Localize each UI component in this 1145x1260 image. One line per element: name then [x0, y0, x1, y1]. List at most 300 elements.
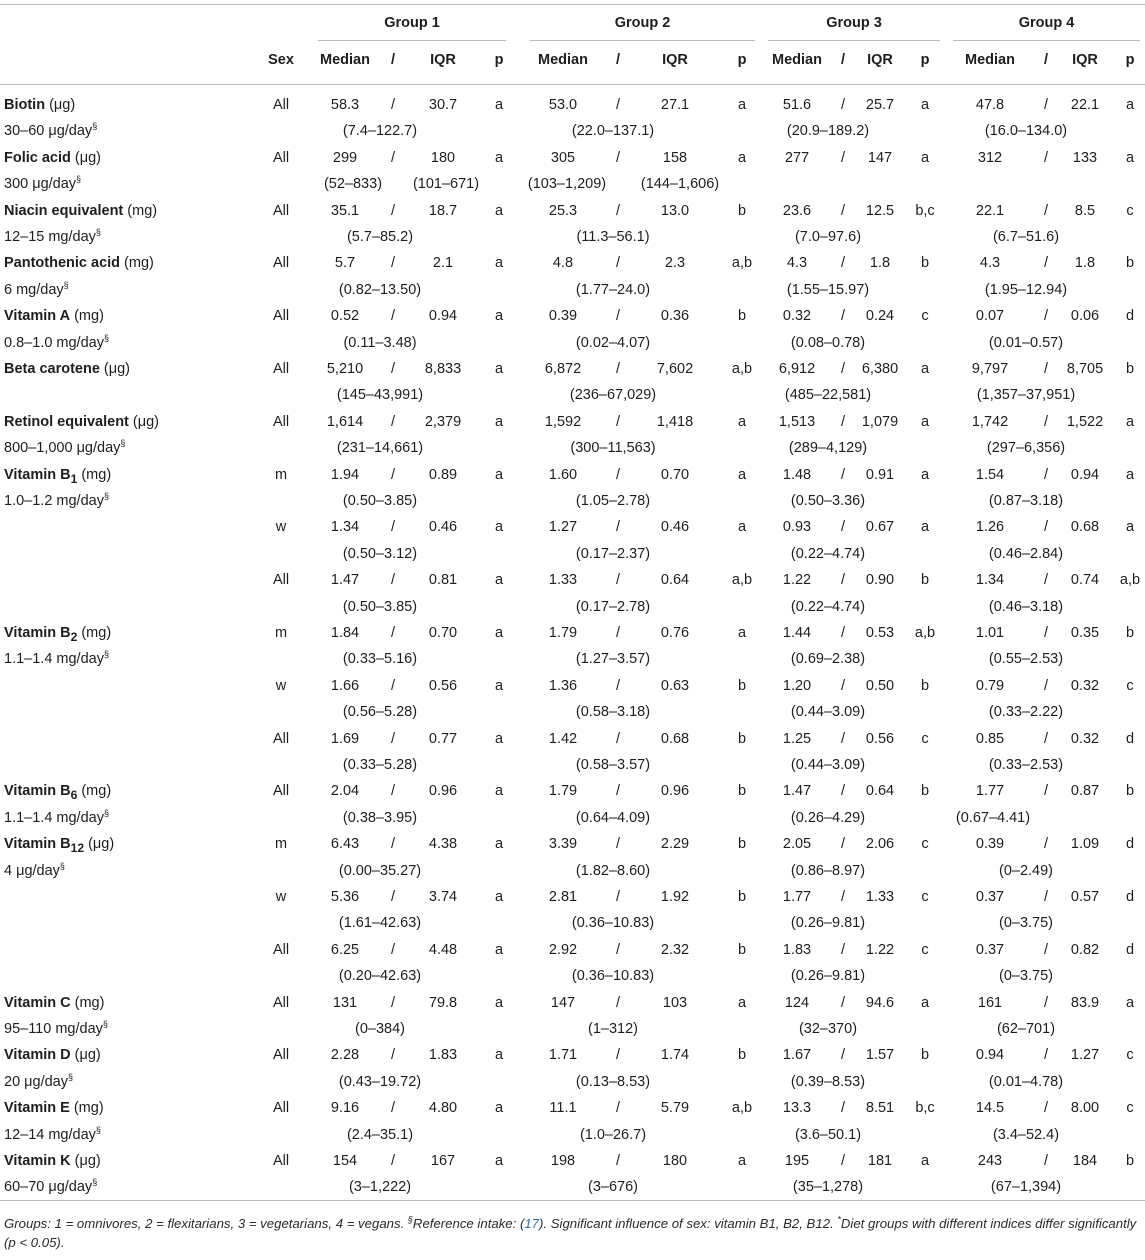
slash-separator: /: [390, 1047, 396, 1064]
slash-separator: /: [390, 519, 396, 536]
median-value: 195: [784, 1153, 810, 1169]
slash-separator: /: [840, 413, 846, 430]
nutrient-label: Niacin equivalent: [4, 202, 124, 219]
median-value: 35.1: [330, 202, 360, 219]
range-value: (3–1,222): [348, 1179, 412, 1196]
median-value: 2.28: [330, 1047, 360, 1064]
iqr-value: 1.22: [865, 941, 895, 958]
range-value: (3–676): [588, 1179, 638, 1196]
group-header: Group 3: [826, 15, 882, 31]
iqr-value: 103: [662, 994, 688, 1011]
median-value: 1.83: [782, 941, 812, 958]
significance-letter: a: [737, 413, 747, 430]
median-value: 305: [550, 149, 576, 166]
slash-separator: /: [840, 994, 846, 1011]
range-value: (0.56–5.28): [342, 704, 418, 721]
iqr-value: 0.94: [1070, 466, 1100, 483]
significance-letter: a: [737, 97, 747, 113]
nutrient-name: [4, 782, 112, 803]
nutrient-label: Vitamin B: [4, 625, 71, 641]
significance-letter: a: [494, 308, 504, 325]
iqr-value: 0.46: [660, 519, 690, 536]
group-header-rule: [318, 40, 506, 41]
iqr-value: 25.7: [865, 97, 895, 113]
median-value: 147: [550, 994, 576, 1011]
median-value: 2.04: [330, 783, 360, 800]
reference-intake-value: 4 μg/day: [4, 862, 60, 879]
median-value: 2.81: [548, 889, 578, 905]
iqr-value: 0.74: [1070, 572, 1100, 589]
median-value: 1.69: [330, 730, 360, 747]
footnote-significance-text: Diet groups with different indices differ significantly (p < 0.05).: [4, 1216, 1137, 1250]
reference-mark: §: [95, 1124, 101, 1135]
significance-letter: b: [737, 783, 747, 800]
reference-intake-value: 1.0–1.2 mg/day: [4, 493, 104, 509]
range-value: (0.33–2.53): [988, 757, 1064, 773]
slash-separator: /: [840, 1100, 846, 1117]
iqr-value: 181: [867, 1153, 893, 1169]
iqr-value: 0.96: [660, 783, 690, 800]
reference-intake: [4, 1073, 73, 1091]
reference-mark: §: [103, 332, 109, 343]
nutrient-name: [4, 1099, 104, 1117]
significance-letter: b: [737, 1047, 747, 1064]
iqr-value: 0.91: [865, 466, 895, 483]
median-value: 14.5: [975, 1100, 1005, 1117]
nutrient-unit: (mg): [77, 466, 112, 483]
slash-separator: /: [390, 361, 396, 377]
median-header: Median: [320, 52, 370, 68]
reference-mark: §: [120, 438, 126, 449]
significance-letter: a: [920, 466, 930, 483]
median-value: 4.3: [786, 255, 808, 272]
group-header: Group 1: [384, 15, 440, 31]
slash-separator: /: [390, 413, 396, 430]
slash-separator: /: [1043, 889, 1049, 905]
p-header: p: [494, 52, 504, 68]
median-value: 6.43: [330, 836, 360, 853]
iqr-value: 0.46: [428, 519, 458, 536]
range-value: (11.3–56.1): [576, 229, 650, 245]
table-header-rule: [0, 84, 1145, 85]
reference-intake-value: 300 μg/day: [4, 176, 77, 193]
group-header-rule: [530, 40, 755, 41]
significance-letter: b,c: [915, 1100, 935, 1117]
significance-letter: a: [494, 202, 504, 219]
slash-separator: /: [840, 361, 846, 377]
iqr-value: 1.8: [1074, 255, 1096, 272]
sex-cell: All: [272, 941, 290, 958]
nutrient-subscript: 6: [70, 788, 78, 803]
significance-letter: a: [494, 783, 504, 800]
slash-separator: /: [615, 1100, 621, 1117]
significance-letter: a: [1125, 466, 1135, 483]
slash-separator: /: [1043, 994, 1049, 1011]
median-value: 1.34: [975, 572, 1005, 589]
slash-separator: /: [1043, 836, 1049, 853]
slash-separator: /: [840, 1153, 846, 1169]
range-value: (0.01–0.57): [988, 334, 1064, 351]
significance-letter: d: [1125, 308, 1135, 325]
median-value: 2.92: [548, 941, 578, 958]
reference-intake-value: 0.8–1.0 mg/day: [4, 334, 104, 351]
median-value: 1.84: [330, 625, 360, 641]
reference-mark: §: [95, 227, 101, 238]
range-value: (0.69–2.38): [790, 651, 866, 668]
group-header-rule: [953, 40, 1140, 41]
slash-separator: /: [615, 783, 621, 800]
range-value: (236–67,029): [569, 387, 657, 404]
median-value: 2.05: [782, 836, 812, 853]
median-value: 0.93: [782, 519, 812, 536]
median-value: 1.33: [548, 572, 578, 589]
slash-header: /: [1043, 52, 1049, 68]
iqr-header: IQR: [1072, 52, 1098, 68]
slash-separator: /: [615, 625, 621, 641]
slash-separator: /: [390, 466, 396, 483]
reference-intake-value: 95–110 mg/day: [4, 1021, 103, 1037]
p-header: p: [920, 52, 930, 68]
significance-letter: a: [494, 994, 504, 1011]
reference-intake: [4, 1020, 108, 1038]
median-value: 1.25: [782, 730, 812, 747]
nutrient-label: Vitamin B: [4, 466, 71, 483]
significance-letter: a: [737, 466, 747, 483]
nutrient-label: Vitamin D: [4, 1047, 71, 1064]
iqr-value: 4.80: [428, 1100, 458, 1117]
median-value: 131: [332, 994, 358, 1011]
range-value: (7.4–122.7): [342, 123, 418, 140]
nutrient-unit: (μg): [70, 1047, 101, 1064]
slash-header: /: [840, 52, 846, 68]
nutrient-label: Biotin: [4, 97, 46, 113]
significance-letter: a: [494, 941, 504, 958]
nutrient-label: Beta carotene: [4, 361, 100, 377]
iqr-value: 1,418: [656, 413, 694, 430]
range-value: (0.26–9.81): [790, 968, 866, 985]
iqr-value: 79.8: [428, 994, 458, 1011]
table-footnote: [4, 1214, 1139, 1252]
slash-separator: /: [1043, 308, 1049, 325]
iqr-value: 1,079: [861, 413, 899, 430]
range-value: (0.38–3.95): [342, 809, 418, 826]
significance-letter: c: [921, 308, 929, 325]
median-value: 1.60: [548, 466, 578, 483]
significance-letter: a: [1125, 149, 1135, 166]
slash-separator: /: [1043, 361, 1049, 377]
range-value: (1.61–42.63): [338, 915, 422, 932]
sex-cell: All: [272, 1100, 290, 1117]
slash-separator: /: [840, 783, 846, 800]
range-value: (0.46–3.18): [988, 598, 1064, 615]
table-top-rule: [0, 4, 1145, 5]
range-value: (0.11–3.48): [343, 334, 417, 351]
median-value: 1.20: [782, 677, 812, 694]
footnote-asterisk: *: [837, 1214, 841, 1225]
reference-intake: [4, 1178, 97, 1196]
significance-letter: d: [1125, 889, 1135, 905]
iqr-value: 180: [662, 1153, 688, 1169]
significance-letter: a,b: [731, 255, 753, 272]
range-value: (1.82–8.60): [575, 862, 651, 879]
iqr-value: 13.0: [660, 202, 690, 219]
slash-separator: /: [615, 361, 621, 377]
iqr-value: 0.53: [865, 625, 895, 641]
range-value: (0.02–4.07): [575, 334, 651, 351]
significance-letter: b: [920, 677, 930, 694]
slash-separator: /: [390, 202, 396, 219]
nutrient-subscript: 2: [70, 629, 78, 644]
significance-letter: a: [920, 361, 930, 377]
significance-letter: b: [920, 255, 930, 272]
slash-separator: /: [390, 836, 396, 853]
significance-letter: d: [1125, 836, 1135, 853]
significance-letter: c: [1126, 1100, 1134, 1117]
significance-letter: a: [737, 149, 747, 166]
reference-intake: [4, 439, 125, 457]
nutrient-unit: (mg): [120, 255, 154, 272]
iqr-value: 1.92: [660, 889, 690, 905]
range-value: (0.17–2.78): [575, 598, 651, 615]
median-value: 1.79: [548, 625, 578, 641]
median-header: Median: [772, 52, 822, 68]
reference-intake: [4, 650, 109, 668]
slash-separator: /: [615, 519, 621, 536]
slash-separator: /: [390, 1153, 396, 1169]
slash-separator: /: [615, 255, 621, 272]
median-value: 243: [977, 1153, 1003, 1169]
iqr-value: 27.1: [660, 97, 690, 113]
median-value: 6,912: [778, 361, 816, 377]
nutrient-name: [4, 1152, 101, 1170]
nutrient-unit: (μg): [128, 413, 159, 430]
range-value: (0.39–8.53): [790, 1073, 866, 1090]
sex-cell: All: [272, 572, 290, 589]
nutrient-label: Pantothenic acid: [4, 255, 121, 272]
significance-letter: b: [920, 572, 930, 589]
significance-letter: a: [494, 97, 504, 113]
iqr-value: 1.09: [1070, 836, 1100, 853]
significance-letter: b: [1125, 1153, 1135, 1169]
slash-separator: /: [390, 941, 396, 958]
significance-letter: a: [494, 361, 504, 377]
nutrient-label: Vitamin A: [4, 308, 71, 325]
significance-letter: a: [494, 1100, 504, 1117]
median-value: 299: [332, 149, 358, 166]
nutrient-unit: (μg): [45, 97, 76, 113]
range-value: (0.55–2.53): [988, 651, 1064, 668]
range-value: (1–312): [588, 1021, 638, 1037]
median-value: 0.37: [975, 941, 1005, 958]
iqr-value: 5.79: [660, 1100, 690, 1117]
sex-cell: All: [272, 202, 290, 219]
group-header-rule: [768, 40, 940, 41]
slash-separator: /: [390, 149, 396, 166]
slash-separator: /: [1043, 202, 1049, 219]
significance-letter: a: [1125, 994, 1135, 1011]
significance-letter: a: [920, 519, 930, 536]
nutrient-name: [4, 835, 115, 856]
nutrient-name: [4, 994, 104, 1012]
range-value: (0.17–2.37): [575, 545, 651, 562]
iqr-value: 133: [1072, 149, 1098, 166]
nutrient-label: Vitamin B: [4, 836, 71, 853]
median-value: 312: [977, 149, 1003, 166]
slash-separator: /: [1043, 149, 1049, 166]
iqr-value: 184: [1072, 1153, 1098, 1169]
slash-separator: /: [1043, 1047, 1049, 1064]
median-value: 1,614: [326, 413, 364, 430]
significance-letter: a: [920, 1153, 930, 1169]
median-value: 1,592: [544, 413, 582, 430]
range-value: (0.08–0.78): [790, 334, 866, 351]
range-value: (0.82–13.50): [338, 281, 422, 298]
range-value: (1.95–12.94): [984, 281, 1068, 298]
reference-intake: [4, 334, 109, 352]
significance-letter: a: [494, 730, 504, 747]
median-value: 1.66: [330, 677, 360, 694]
median-value: 0.79: [975, 677, 1005, 694]
iqr-value: 2.06: [865, 836, 895, 853]
iqr-value: 180: [430, 149, 456, 166]
slash-separator: /: [615, 1153, 621, 1169]
median-value: 0.37: [975, 889, 1005, 905]
significance-letter: c: [921, 836, 929, 853]
significance-letter: a: [1125, 519, 1135, 536]
median-value: 53.0: [548, 97, 578, 113]
median-value: 5.7: [334, 255, 356, 272]
significance-letter: c: [1126, 1047, 1134, 1064]
nutrient-label: Folic acid: [4, 149, 71, 166]
significance-letter: c: [921, 941, 929, 958]
median-header: Median: [965, 52, 1015, 68]
median-value: 1,742: [971, 413, 1009, 430]
sex-cell: w: [275, 677, 287, 694]
slash-separator: /: [390, 994, 396, 1011]
nutrient-subscript: 1: [70, 471, 78, 486]
slash-separator: /: [390, 572, 396, 589]
significance-letter: a: [494, 625, 504, 641]
iqr-value: 0.35: [1070, 625, 1100, 641]
slash-separator: /: [1043, 625, 1049, 641]
iqr-value: 8,833: [424, 361, 462, 377]
reference-mark: §: [92, 1177, 98, 1188]
iqr-value: 6,380: [861, 361, 899, 377]
significance-letter: b: [1125, 783, 1135, 800]
nutrient-name: [4, 466, 111, 484]
iqr-value: 3.74: [428, 889, 458, 905]
iqr-value: 0.64: [865, 783, 895, 800]
slash-separator: /: [615, 572, 621, 589]
range-value: (1.55–15.97): [786, 281, 870, 298]
range-high-value: (101–671): [412, 176, 480, 193]
slash-separator: /: [840, 1047, 846, 1064]
slash-separator: /: [615, 97, 621, 113]
nutrient-label: Vitamin K: [4, 1153, 71, 1169]
iqr-value: 4.38: [428, 836, 458, 853]
significance-letter: a: [494, 1047, 504, 1064]
significance-letter: a: [494, 677, 504, 694]
footnote-reference-text: Reference intake: (: [412, 1216, 525, 1231]
iqr-value: 1.57: [865, 1047, 895, 1064]
nutrient-name: [4, 1046, 101, 1064]
range-value: (0.22–4.74): [790, 545, 866, 562]
significance-letter: a: [920, 413, 930, 430]
group-header: Group 2: [614, 15, 671, 31]
range-value: (0.50–3.36): [790, 493, 866, 509]
reference-intake: [4, 862, 65, 880]
nutrient-name: [4, 307, 104, 325]
range-value: (0.50–3.12): [342, 545, 418, 562]
median-value: 23.6: [782, 202, 812, 219]
iqr-value: 0.90: [865, 572, 895, 589]
iqr-value: 0.87: [1070, 783, 1100, 800]
median-value: 0.94: [975, 1047, 1005, 1064]
reference-mark: §: [63, 279, 69, 290]
range-value: (0.01–4.78): [988, 1073, 1064, 1090]
reference-intake: [4, 228, 101, 246]
nutrient-unit: (mg): [123, 202, 158, 219]
iqr-value: 0.50: [865, 677, 895, 694]
iqr-value: 0.68: [660, 730, 690, 747]
slash-separator: /: [390, 889, 396, 905]
reference-intake: [4, 281, 69, 299]
range-value: (3.6–50.1): [794, 1126, 862, 1143]
sex-cell: w: [275, 519, 287, 536]
reference-intake-value: 12–15 mg/day: [4, 229, 96, 245]
median-value: 198: [550, 1153, 576, 1169]
iqr-value: 22.1: [1070, 97, 1100, 113]
range-value: (3.4–52.4): [992, 1126, 1060, 1143]
iqr-value: 0.06: [1070, 308, 1100, 325]
footnote-groups-text: Groups: 1 = omnivores, 2 = flexitarians, 3 = vegetarians, 4 = vegans.: [4, 1216, 408, 1231]
slash-separator: /: [840, 97, 846, 113]
iqr-value: 0.77: [428, 730, 458, 747]
footnote-citation-link[interactable]: 17: [524, 1216, 540, 1231]
slash-separator: /: [390, 730, 396, 747]
slash-separator: /: [615, 308, 621, 325]
slash-separator: /: [840, 308, 846, 325]
median-value: 13.3: [782, 1100, 812, 1117]
range-value: (1.27–3.57): [575, 651, 651, 668]
iqr-header: IQR: [430, 52, 456, 68]
significance-letter: b,c: [915, 202, 935, 219]
iqr-value: 0.70: [660, 466, 690, 483]
median-value: 25.3: [548, 202, 578, 219]
sex-cell: m: [274, 625, 288, 641]
range-value: (0.33–2.22): [988, 704, 1064, 721]
median-value: 4.8: [552, 255, 574, 272]
range-value: (0–3.75): [998, 915, 1054, 932]
slash-separator: /: [1043, 97, 1049, 113]
slash-separator: /: [615, 836, 621, 853]
range-value: (20.9–189.2): [786, 123, 870, 140]
median-value: 58.3: [330, 97, 360, 113]
range-value: (0.44–3.09): [790, 704, 866, 721]
iqr-value: 0.82: [1070, 941, 1100, 958]
significance-letter: a: [737, 625, 747, 641]
slash-separator: /: [840, 255, 846, 272]
nutrient-name: [4, 96, 75, 114]
iqr-value: 158: [662, 149, 688, 166]
slash-separator: /: [840, 889, 846, 905]
slash-separator: /: [1043, 941, 1049, 958]
nutrient-label: Vitamin C: [4, 994, 71, 1011]
median-value: 161: [977, 994, 1003, 1011]
iqr-value: 18.7: [428, 202, 458, 219]
slash-separator: /: [390, 677, 396, 694]
iqr-value: 12.5: [865, 202, 895, 219]
